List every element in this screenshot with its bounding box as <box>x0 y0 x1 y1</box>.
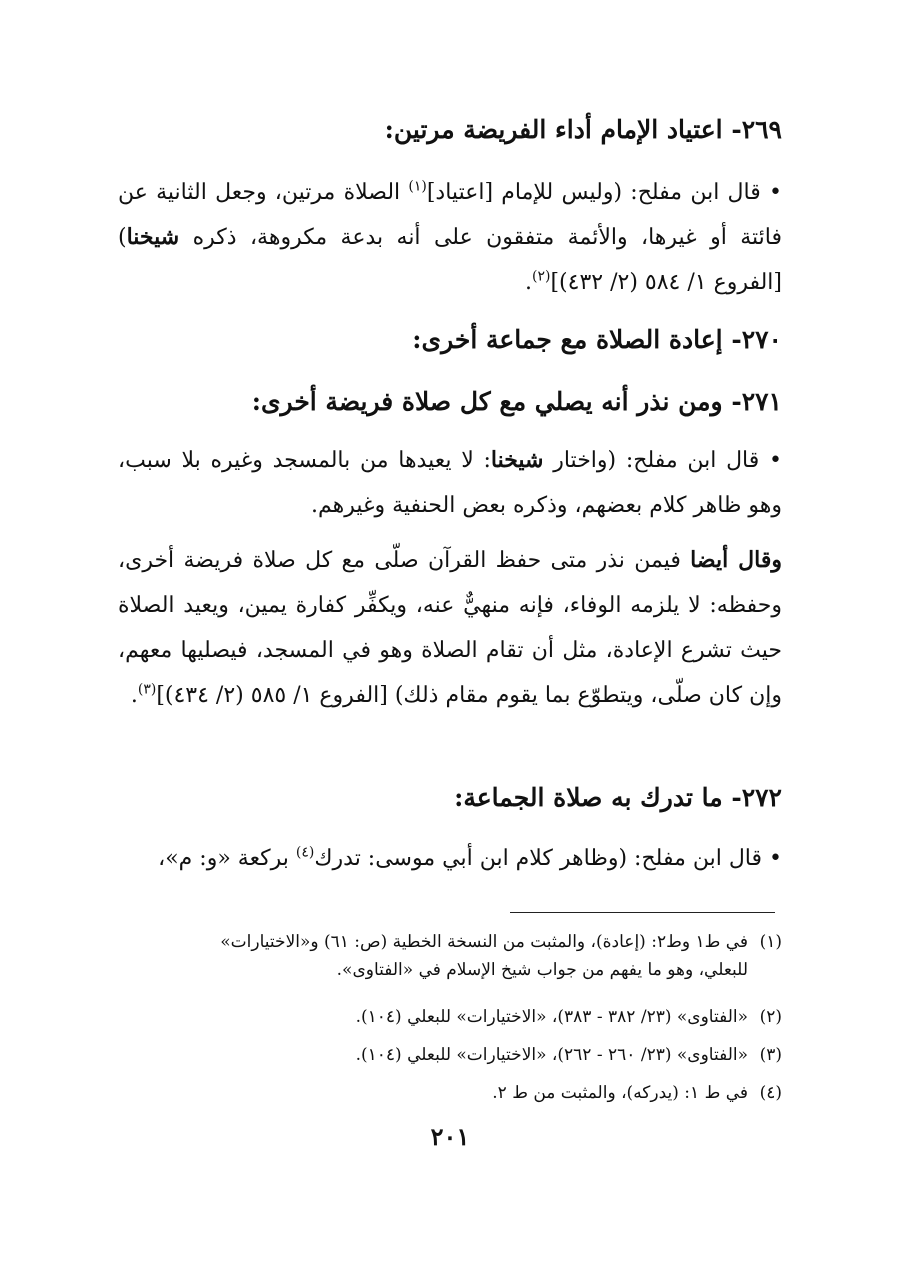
paragraph-text: فيمن نذر متى حفظ القرآن صلّى مع كل صلاة فريضة أخرى، وحفظه: لا يلزمه الوفاء، فإنه منهيٌّ عنه، ويكفِّر كفارة يمين، ويعيد الصلاة حيث تشرع الإعادة، مثل أن تقام الصلاة وهو في المسجد، فيصليها معهم، وإن كان صلّى، ويتطوّع بما يقوم مقام ذلك) [الفروع ١/ ٥٨٥ (٢/ ٤٣٤)] <box>118 548 782 708</box>
paragraph-text: : لا يعيدها من بالمسجد وغيره بلا سبب، وهو ظاهر كلام بعضهم، وذكره بعض الحنفية وغيرهم. <box>118 448 782 518</box>
paragraph-271-a <box>118 438 782 528</box>
footnote-ref-2[interactable]: (٢) <box>531 268 551 285</box>
footnote-1 <box>118 928 782 984</box>
paragraph-text: الصلاة مرتين، وجعل الثانية عن فائتة أو غيرها، والأئمة متفقون على أنه بدعة مكروهة، ذكره <box>118 180 782 250</box>
bold-term: شيخنا <box>490 447 544 473</box>
footnote-number: (٢) <box>759 1007 782 1027</box>
footnote-number: (٣) <box>759 1045 782 1065</box>
footnote-divider <box>510 912 775 913</box>
section-heading-270: ٢٧٠- إعادة الصلاة مع جماعة أخرى: <box>412 325 782 354</box>
footnote-text: للبعلي، وهو ما يفهم من جواب شيخ الإسلام في «الفتاوى». <box>336 960 748 980</box>
footnote-2 <box>118 1003 782 1031</box>
paragraph-272 <box>118 836 782 881</box>
footnote-3 <box>118 1041 782 1069</box>
footnote-ref-3[interactable]: (٣) <box>137 681 157 698</box>
section-heading-271: ٢٧١- ومن نذر أنه يصلي مع كل صلاة فريضة أخرى: <box>251 387 782 416</box>
section-heading-272: ٢٧٢- ما تدرك به صلاة الجماعة: <box>454 783 782 812</box>
footnote-text: «الفتاوى» (٢٣/ ٢٦٠ - ٢٦٢)، «الاختيارات» للبعلي (١٠٤). <box>355 1045 748 1065</box>
footnote-number: (٤) <box>759 1083 782 1103</box>
footnote-text: في ط ١: (يدركه)، والمثبت من ط ٢. <box>492 1083 748 1103</box>
paragraph-269 <box>118 170 782 305</box>
section-heading-269: ٢٦٩- اعتياد الإمام أداء الفريضة مرتين: <box>384 115 782 144</box>
footnote-ref-4[interactable]: (٤) <box>295 844 315 861</box>
footnote-number: (١) <box>759 932 782 952</box>
paragraph-text: . <box>524 270 532 295</box>
page-number: ٢٠١ <box>430 1122 470 1151</box>
bold-term: وقال أيضا <box>690 547 782 573</box>
bold-term: شيخنا <box>126 224 180 250</box>
paragraph-text: • قال ابن مفلح: (وليس للإمام [اعتياد] <box>426 180 782 205</box>
footnote-text: في ط١ وط٢: (إعادة)، والمثبت من النسخة الخطية (ص: ٦١) و«الاختيارات» <box>220 932 748 952</box>
paragraph-text: . <box>130 683 138 708</box>
paragraph-text: ) [الفروع ١/ ٥٨٤ (٢/ ٤٣٢)] <box>118 225 782 295</box>
footnote-ref-1[interactable]: (١) <box>408 178 427 195</box>
paragraph-271-b <box>118 538 782 718</box>
paragraph-text: بركعة «و: م»، <box>158 846 296 871</box>
footnote-4 <box>118 1079 782 1107</box>
footnote-text: «الفتاوى» (٢٣/ ٣٨٢ - ٣٨٣)، «الاختيارات» للبعلي (١٠٤). <box>355 1007 748 1027</box>
paragraph-text: • قال ابن مفلح: (واختار <box>543 448 782 473</box>
paragraph-text: • قال ابن مفلح: (وظاهر كلام ابن أبي موسى: تدرك <box>314 846 782 871</box>
